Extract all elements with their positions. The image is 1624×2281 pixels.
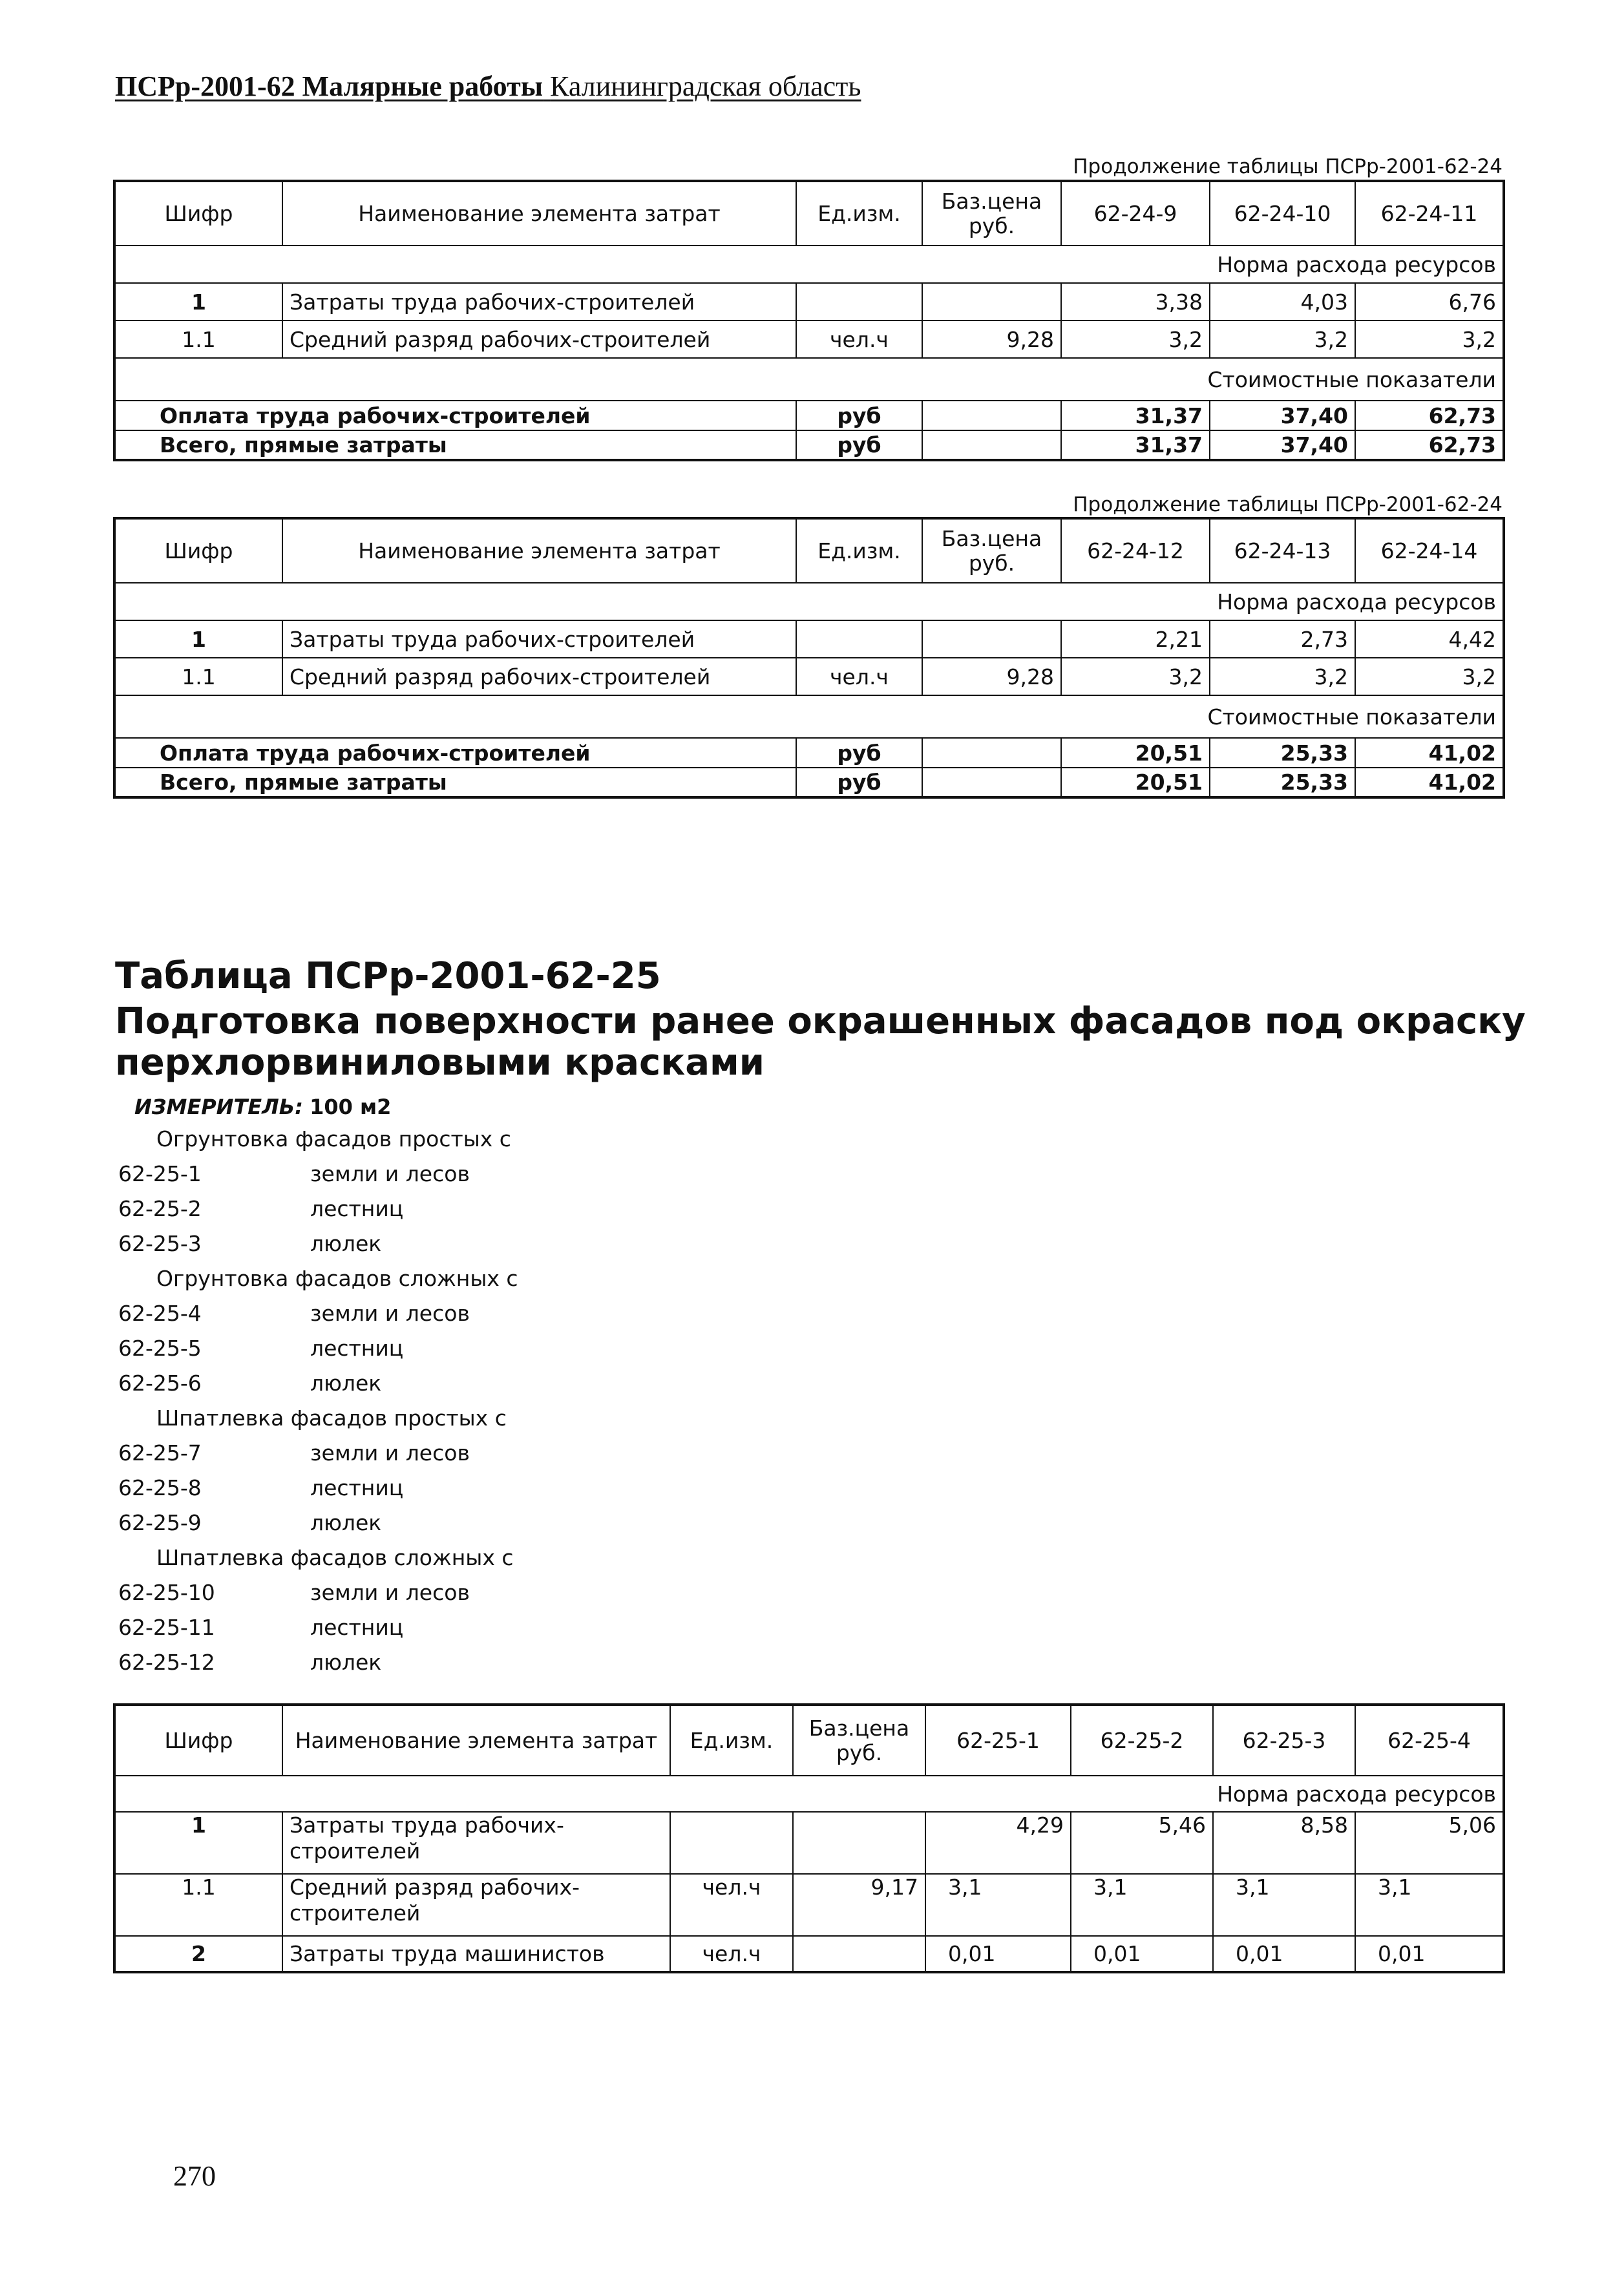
row-value: 8,58 <box>1213 1812 1355 1874</box>
col-value-1: 62-25-1 <box>925 1705 1071 1776</box>
col-value-4: 62-25-4 <box>1355 1705 1504 1776</box>
item-code: 62-25-2 <box>118 1196 202 1221</box>
cost-unit: руб <box>796 768 922 797</box>
section-norm: Норма расхода ресурсов <box>114 246 1504 283</box>
cost-value: 20,51 <box>1061 768 1210 797</box>
group-heading: Огрунтовка фасадов сложных с <box>156 1266 518 1291</box>
row-unit <box>796 620 922 658</box>
measure-label: ИЗМЕРИТЕЛЬ: <box>134 1095 303 1119</box>
item-text: люлек <box>310 1510 382 1535</box>
col-code: Шифр <box>114 181 282 246</box>
cost-unit: руб <box>796 738 922 768</box>
row-code: 1.1 <box>114 1874 282 1936</box>
row-value: 2,21 <box>1061 620 1210 658</box>
row-value: 3,1 <box>1355 1874 1504 1936</box>
col-value-3: 62-25-3 <box>1213 1705 1355 1776</box>
row-name: Средний разряд рабочих-строителей <box>282 1874 670 1936</box>
table-title: Таблица ПСРр-2001-62-25 <box>115 955 661 997</box>
item-text: лестниц <box>310 1475 404 1500</box>
cost-value: 37,40 <box>1210 401 1355 430</box>
col-unit: Ед.изм. <box>796 518 922 583</box>
row-value: 3,2 <box>1210 321 1355 358</box>
item-text: люлек <box>310 1371 382 1396</box>
continuation-label-1: Продолжение таблицы ПСРр-2001-62-24 <box>1073 155 1503 178</box>
table-row <box>114 321 1504 358</box>
item-code: 62-25-10 <box>118 1580 215 1605</box>
row-value: 3,1 <box>1071 1874 1213 1936</box>
cost-value: 25,33 <box>1210 768 1355 797</box>
col-value-2: 62-24-13 <box>1210 518 1355 583</box>
row-code: 1 <box>114 620 282 658</box>
table-header-row <box>114 181 1504 246</box>
table-header-row <box>114 518 1504 583</box>
cost-row <box>114 430 1504 460</box>
row-value: 3,2 <box>1355 658 1504 695</box>
row-value: 3,38 <box>1061 283 1210 321</box>
col-value-3: 62-24-14 <box>1355 518 1504 583</box>
cost-unit: руб <box>796 430 922 460</box>
item-text: лестниц <box>310 1336 404 1361</box>
row-name: Затраты труда машинистов <box>282 1936 670 1972</box>
item-text: люлек <box>310 1231 382 1256</box>
cost-name: Оплата труда рабочих-строителей <box>114 401 796 430</box>
item-code: 62-25-12 <box>118 1650 215 1675</box>
row-code: 2 <box>114 1936 282 1972</box>
item-code: 62-25-5 <box>118 1336 202 1361</box>
item-code: 62-25-8 <box>118 1475 202 1500</box>
group-heading: Шпатлевка фасадов простых с <box>156 1405 507 1431</box>
cost-name: Оплата труда рабочих-строителей <box>114 738 796 768</box>
cost-row <box>114 738 1504 768</box>
measure-value: 100 м2 <box>310 1095 392 1119</box>
header-code: ПСРр-2001-62 Малярные работы <box>115 70 543 102</box>
item-code: 62-25-4 <box>118 1301 202 1326</box>
col-name: Наименование элемента затрат <box>282 181 796 246</box>
row-code: 1 <box>114 283 282 321</box>
row-value: 5,46 <box>1071 1812 1213 1874</box>
col-code: Шифр <box>114 1705 282 1776</box>
item-code: 62-25-6 <box>118 1371 202 1396</box>
group-heading: Огрунтовка фасадов простых с <box>156 1126 511 1151</box>
cost-value: 31,37 <box>1061 401 1210 430</box>
table-row <box>114 658 1504 695</box>
cost-value: 37,40 <box>1210 430 1355 460</box>
item-code: 62-25-1 <box>118 1161 202 1186</box>
col-unit: Ед.изм. <box>796 181 922 246</box>
table-62-24-part1 <box>113 180 1505 461</box>
col-value-2: 62-25-2 <box>1071 1705 1213 1776</box>
row-value: 3,2 <box>1355 321 1504 358</box>
page-number: 270 <box>173 2160 216 2192</box>
table-row <box>114 283 1504 321</box>
section-norm: Норма расхода ресурсов <box>114 583 1504 620</box>
row-value: 4,42 <box>1355 620 1504 658</box>
item-text: лестниц <box>310 1615 404 1640</box>
header-region: Калининградская область <box>550 70 861 102</box>
row-name: Затраты труда рабочих-строителей <box>282 1812 670 1874</box>
row-unit: чел.ч <box>670 1874 793 1936</box>
col-value-3: 62-24-11 <box>1355 181 1504 246</box>
section-cost: Стоимостные показатели <box>114 358 1504 401</box>
table-62-24-part2 <box>113 517 1505 799</box>
col-code: Шифр <box>114 518 282 583</box>
row-value: 5,06 <box>1355 1812 1504 1874</box>
col-price: Баз.цена руб. <box>922 518 1061 583</box>
row-code: 1.1 <box>114 658 282 695</box>
item-text: лестниц <box>310 1196 404 1221</box>
row-value: 0,01 <box>1355 1936 1504 1972</box>
table-row <box>114 1936 1504 1972</box>
item-code: 62-25-7 <box>118 1440 202 1466</box>
item-code: 62-25-11 <box>118 1615 215 1640</box>
item-code: 62-25-9 <box>118 1510 202 1535</box>
item-text: земли и лесов <box>310 1301 470 1326</box>
item-text: земли и лесов <box>310 1161 470 1186</box>
item-text: люлек <box>310 1650 382 1675</box>
table-row <box>114 1812 1504 1874</box>
table-subtitle-line2: перхлорвиниловыми красками <box>115 1042 765 1084</box>
row-name: Средний разряд рабочих-строителей <box>282 658 796 695</box>
item-code: 62-25-3 <box>118 1231 202 1256</box>
row-value: 4,29 <box>925 1812 1071 1874</box>
col-value-1: 62-24-9 <box>1061 181 1210 246</box>
row-value: 3,2 <box>1210 658 1355 695</box>
cost-unit: руб <box>796 401 922 430</box>
col-name: Наименование элемента затрат <box>282 518 796 583</box>
row-price <box>922 283 1061 321</box>
row-value: 3,1 <box>925 1874 1071 1936</box>
row-name: Средний разряд рабочих-строителей <box>282 321 796 358</box>
cost-value: 62,73 <box>1355 401 1504 430</box>
col-value-1: 62-24-12 <box>1061 518 1210 583</box>
row-value: 2,73 <box>1210 620 1355 658</box>
row-name: Затраты труда рабочих-строителей <box>282 283 796 321</box>
measure-line <box>134 1095 391 1119</box>
row-price <box>793 1812 925 1874</box>
cost-value: 25,33 <box>1210 738 1355 768</box>
row-code: 1.1 <box>114 321 282 358</box>
cost-value: 41,02 <box>1355 768 1504 797</box>
row-value: 6,76 <box>1355 283 1504 321</box>
cost-value: 20,51 <box>1061 738 1210 768</box>
row-price: 9,17 <box>793 1874 925 1936</box>
row-unit: чел.ч <box>670 1936 793 1972</box>
row-unit: чел.ч <box>796 321 922 358</box>
running-header <box>115 70 861 103</box>
table-row <box>114 620 1504 658</box>
row-value: 0,01 <box>1071 1936 1213 1972</box>
row-value: 0,01 <box>1213 1936 1355 1972</box>
cost-row <box>114 401 1504 430</box>
col-unit: Ед.изм. <box>670 1705 793 1776</box>
row-price: 9,28 <box>922 321 1061 358</box>
cost-value: 41,02 <box>1355 738 1504 768</box>
row-price <box>793 1936 925 1972</box>
cost-name: Всего, прямые затраты <box>114 768 796 797</box>
row-value: 3,2 <box>1061 321 1210 358</box>
row-unit <box>796 283 922 321</box>
cost-value: 62,73 <box>1355 430 1504 460</box>
row-code: 1 <box>114 1812 282 1874</box>
row-value: 3,1 <box>1213 1874 1355 1936</box>
cost-value: 31,37 <box>1061 430 1210 460</box>
row-value: 0,01 <box>925 1936 1071 1972</box>
item-text: земли и лесов <box>310 1440 470 1466</box>
group-heading: Шпатлевка фасадов сложных с <box>156 1545 514 1570</box>
row-name: Затраты труда рабочих-строителей <box>282 620 796 658</box>
cost-row <box>114 768 1504 797</box>
table-subtitle-line1: Подготовка поверхности ранее окрашенных фасадов под окраску <box>115 1000 1526 1042</box>
row-price: 9,28 <box>922 658 1061 695</box>
row-unit <box>670 1812 793 1874</box>
continuation-label-2: Продолжение таблицы ПСРр-2001-62-24 <box>1073 493 1503 516</box>
col-price: Баз.цена руб. <box>793 1705 925 1776</box>
row-value: 3,2 <box>1061 658 1210 695</box>
col-name: Наименование элемента затрат <box>282 1705 670 1776</box>
cost-name: Всего, прямые затраты <box>114 430 796 460</box>
table-header-row <box>114 1705 1504 1776</box>
item-text: земли и лесов <box>310 1580 470 1605</box>
section-norm: Норма расхода ресурсов <box>114 1776 1504 1812</box>
row-price <box>922 620 1061 658</box>
table-62-25 <box>113 1703 1505 1973</box>
section-cost: Стоимостные показатели <box>114 695 1504 738</box>
row-unit: чел.ч <box>796 658 922 695</box>
row-value: 4,03 <box>1210 283 1355 321</box>
col-price: Баз.цена руб. <box>922 181 1061 246</box>
col-value-2: 62-24-10 <box>1210 181 1355 246</box>
table-row <box>114 1874 1504 1936</box>
